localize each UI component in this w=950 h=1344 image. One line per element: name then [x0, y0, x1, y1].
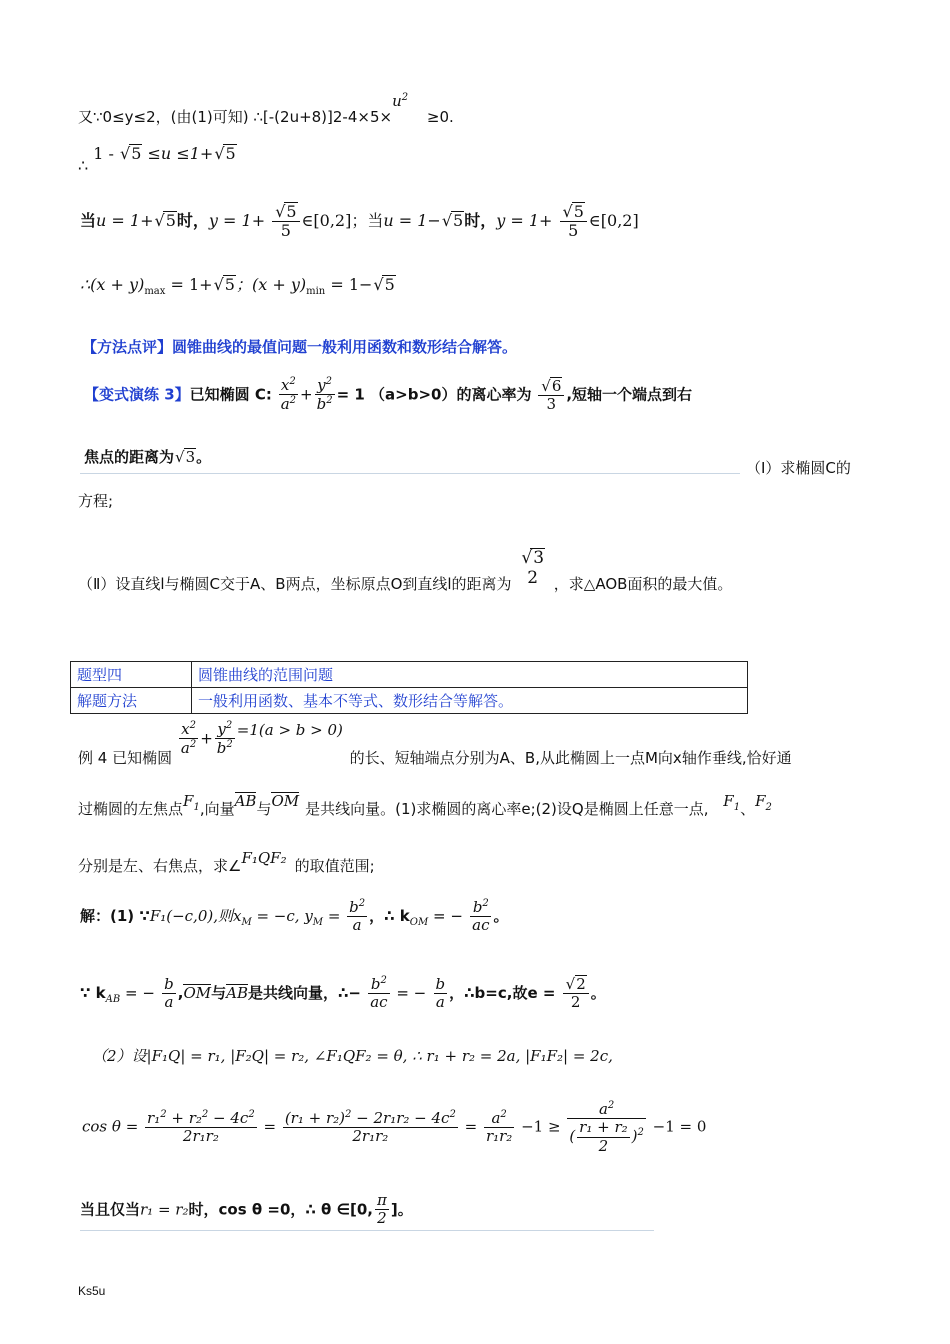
text: u = 1− [383, 210, 441, 230]
text: −1 ≥ [516, 1117, 566, 1136]
fraction: $a^2$ ( $\frac{\text{r₁ + r₂}}{2}$ )$^2$ [569, 1100, 644, 1155]
sqrt: √ 5 [223, 144, 236, 163]
text: cos θ = [82, 1117, 139, 1136]
f1-symbol: $F_1$ [723, 792, 741, 813]
fraction: $\frac{x^2}{a^2}$ [280, 376, 297, 414]
text: = [323, 906, 346, 925]
text: −1 = 0 [647, 1117, 707, 1136]
text: 焦点的距离为 [84, 448, 175, 466]
text: 、 [740, 800, 756, 818]
text: F₁(−c,0),则x [149, 906, 242, 925]
fraction: $\frac{b}{a}$ [435, 974, 446, 1011]
vector-ab: AB [226, 983, 248, 1002]
sqrt: √ 5 [129, 144, 142, 163]
text: , [177, 983, 184, 1002]
solution-1-line2: ∵ $k_{AB}$ = − $\frac{b}{a}$ ,OM与AB是共线向量，∴− $\frac{b^2}{ac}$ = − $\frac{b}{a}$ ，∴b=c,故e = √ $\frac{2}{2}$ 。 [80, 975, 606, 1012]
vector-ab: AB [234, 792, 257, 810]
sqrt: √ 5 [451, 211, 464, 230]
text: 分别是左、右焦点，求∠ [78, 857, 242, 875]
text: 是共线向量，∴− [247, 983, 361, 1002]
text: 例 4 已知椭圆 [78, 749, 173, 768]
text: 1 - [93, 144, 120, 163]
text: ,短轴一个端点到右 [566, 385, 693, 404]
fraction: $\frac{x^2}{a^2}$ [180, 720, 197, 758]
text: ≥0. [426, 108, 454, 126]
fraction: $\frac{y^2}{b^2}$ [316, 376, 333, 414]
fraction: √ 3 2 [518, 548, 547, 588]
fraction: $\frac{(r_1 + r_2)^2 - 2r_1r_2 - 4c^2}{\text{2r₁r₂}}$ [284, 1109, 456, 1146]
table-cell: 圆锥曲线的范围问题 [192, 662, 748, 688]
text: =1(a > b > 0) [236, 721, 343, 740]
text: ∈[0,2]；当 [301, 210, 384, 230]
f2-symbol: $F_2$ [755, 792, 772, 813]
text: 的长、短轴端点分别为A、B,从此椭圆上一点M向x轴作垂线,恰好通 [349, 749, 792, 768]
fraction: $\frac{b^2}{ac}$ [370, 975, 388, 1012]
solution-conclusion [80, 1192, 413, 1228]
footer-logo-text: Ks5u [78, 1284, 106, 1298]
text: = − [120, 983, 155, 1002]
fraction: $\frac{\pi}{2}$ [377, 1191, 387, 1228]
text: ，∴b=c,故e = [449, 983, 556, 1002]
table-cell: 一般利用函数、基本不等式、数形结合等解答。 [192, 688, 748, 714]
text: y = 1+ [208, 210, 266, 230]
text: 时， [176, 210, 209, 230]
text: ；(x + y) [235, 275, 307, 294]
angle-f1qf2: F₁QF₂ [241, 849, 287, 867]
divider [80, 1230, 654, 1231]
text: 。 [590, 983, 606, 1002]
sqrt: √ 5 [223, 275, 236, 294]
line-extrema [80, 275, 396, 298]
text: 与 [211, 983, 227, 1002]
fraction: $\frac{r_1^2 + r_2^2 - 4c^2}{\text{2r₁r₂}}$ [147, 1109, 255, 1146]
example-4: 例 4 已知椭圆 $\frac{x^2}{a^2}$ + $\frac{y^2}{b^2}$ =1(a > b > 0) 的长、短轴端点分别为A、B,从此椭圆上一点M向x轴作垂线,恰好通 [78, 720, 792, 768]
text: ∵ k [80, 983, 106, 1002]
label: 【变式演练 3】 [84, 385, 190, 404]
text: 又∵0≤y≤2，(由(1)可知) ∴[-(2u+8)]2-4×5× [78, 108, 393, 126]
text: y = 1+ [496, 210, 553, 230]
sup-u: $u^2$ [392, 92, 409, 110]
fraction: $\frac{b}{a}$ [164, 974, 174, 1011]
method-comment: 【方法点评】圆锥曲线的最值问题一般利用函数和数形结合解答。 [82, 338, 518, 356]
text: u = 1+ [96, 210, 154, 230]
table-cell: 解题方法 [71, 688, 192, 714]
fraction: $\frac{b^2}{ac}$ [472, 898, 490, 935]
sqrt: √ 3 [184, 448, 196, 466]
fraction: $\frac{a^2}{\text{r₁r₂}}$ [485, 1109, 513, 1146]
text: r₁ = r₂ [140, 1200, 189, 1219]
variant-exercise-3-line2 [84, 448, 211, 466]
table-row [71, 688, 748, 714]
cos-derivation [82, 1100, 706, 1155]
text: 过椭圆的左焦点 [78, 800, 184, 818]
fraction: $\frac{b^2}{a}$ [349, 898, 366, 935]
vector-om: OM [271, 792, 300, 810]
text: ，∴ k [369, 906, 410, 925]
line-u-range [78, 144, 237, 175]
text: ∈[0,2] [588, 210, 639, 230]
line-cases [80, 202, 639, 241]
fraction: √ $\frac{2}{2}$ [563, 975, 589, 1012]
example-4-line2 [78, 792, 772, 822]
text: ，求△AOB面积的最大值。 [553, 574, 733, 593]
line-constraint [78, 92, 454, 126]
text: = 1− [325, 275, 373, 294]
fraction: √ $\frac{5}{5}$ [560, 202, 587, 241]
sqrt: √ 5 [163, 211, 176, 230]
text: ∴(x + y) [80, 275, 145, 294]
table-cell: 题型四 [71, 662, 192, 688]
topic-table [70, 661, 748, 714]
vector-om: OM [183, 983, 212, 1002]
text: = −c, y [251, 906, 313, 925]
sqrt: √ 5 [382, 275, 395, 294]
question-2 [78, 548, 733, 593]
text: = − [391, 983, 427, 1002]
fraction: √ $\frac{5}{5}$ [272, 202, 299, 241]
solution-1: 解：(1) ∵F₁(−c,0),则$x_M = -c$, $y_M$ = $\frac{b^2}{a}$ ，∴ $k_{OM}$ = − $\frac{b^2}{ac}$ 。 [80, 898, 509, 935]
text: 。 [493, 906, 509, 925]
text: 时， [464, 210, 497, 230]
text: 时，cos θ =0，∴ θ ∈[0, [188, 1200, 374, 1219]
variant-exercise-3: 【变式演练 3】已知椭圆 C: $\frac{x^2}{a^2}$ + $\frac{y^2}{b^2}$ = 1 （a>b>0）的离心率为 √ $\frac{6}{3}$ ,短轴一个端点到右 [84, 376, 692, 414]
therefore-symbol: ∴ [78, 156, 89, 175]
text: 。 [196, 448, 212, 466]
text: 当 [80, 210, 97, 230]
text: = − [428, 906, 463, 925]
text: = 1 （a>b>0）的离心率为 [336, 385, 532, 404]
table-row [71, 662, 748, 688]
text: 的取值范围; [294, 857, 375, 875]
fraction: $\frac{y^2}{b^2}$ [216, 720, 233, 758]
subscript: max [144, 286, 166, 298]
text: 当且仅当 [80, 1200, 141, 1219]
question-1: （Ⅰ）求椭圆C的 [746, 459, 851, 477]
fraction: √ $\frac{6}{3}$ [538, 377, 564, 414]
text: ]。 [390, 1200, 413, 1219]
text: 是共线向量。(1)求椭圆的离心率e;(2)设Q是椭圆上任意一点, [305, 800, 709, 818]
text: = [258, 1117, 281, 1136]
text: ≤u ≤1+ [142, 144, 214, 163]
text: 解：(1) ∵ [80, 906, 150, 925]
example-4-line3 [78, 849, 375, 875]
text: 已知椭圆 C: [189, 385, 272, 404]
text: ,向量 [199, 800, 235, 818]
divider [80, 473, 740, 474]
text: （Ⅱ）设直线l与椭圆C交于A、B两点，坐标原点O到直线l的距离为 [78, 574, 512, 593]
text: = [459, 1117, 482, 1136]
question-1-cont: 方程; [78, 492, 114, 510]
f1-symbol: $F_1$ [183, 792, 200, 813]
subscript: min [306, 286, 326, 298]
solution-2-setup: （2）设|F₁Q| = r₁, |F₂Q| = r₂, ∠F₁QF₂ = θ, ∴ r₁ + r₂ = 2a, |F₁F₂| = 2c, [92, 1047, 613, 1065]
text: = 1+ [165, 275, 213, 294]
text: 与 [256, 800, 272, 818]
